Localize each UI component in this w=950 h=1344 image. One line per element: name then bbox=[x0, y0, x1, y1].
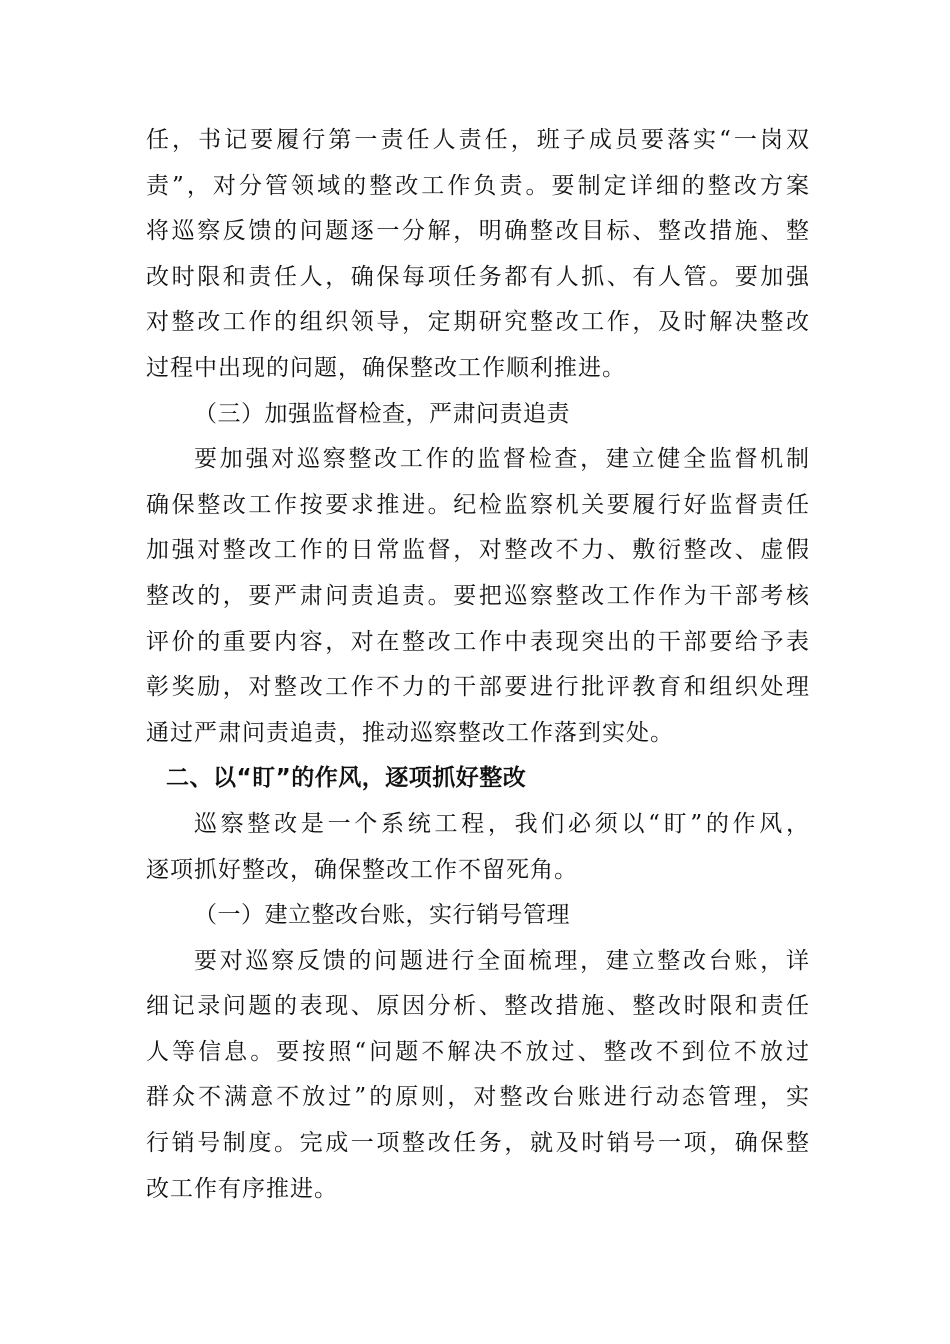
paragraph-line: 逐项抓好整改，确保整改工作不留死角。 bbox=[146, 856, 578, 883]
paragraph-line: 改时限和责任人，确保每项任务都有人抓、有人管。要加强 bbox=[146, 263, 810, 290]
subheading-one: （一）建立整改台账，实行销号管理 bbox=[194, 902, 570, 929]
paragraph-line: 通过严肃问责追责，推动巡察整改工作落到实处。 bbox=[146, 719, 674, 746]
paragraph-line: 过程中出现的问题，确保整改工作顺利推进。 bbox=[146, 354, 626, 381]
subheading-three: （三）加强监督检查，严肃问责追责 bbox=[194, 400, 570, 427]
paragraph-line: 对整改工作的组织领导，定期研究整改工作，及时解决整改 bbox=[146, 309, 810, 336]
paragraph-line: 评价的重要内容，对在整改工作中表现突出的干部要给予表 bbox=[146, 628, 810, 655]
paragraph-line: 彰奖励，对整改工作不力的干部要进行批评教育和组织处理 bbox=[146, 674, 810, 701]
paragraph-line: 要加强对巡察整改工作的监督检查，建立健全监督机制 bbox=[194, 446, 810, 473]
paragraph-line: 巡察整改是一个系统工程，我们必须以“盯”的作风， bbox=[194, 810, 810, 837]
paragraph-line: 改工作有序推进。 bbox=[146, 1175, 338, 1202]
paragraph-line: 责”，对分管领域的整改工作负责。要制定详细的整改方案 bbox=[146, 172, 810, 199]
section-title-two: 二、以“盯”的作风，逐项抓好整改 bbox=[166, 765, 527, 792]
paragraph-line: 整改的，要严肃问责追责。要把巡察整改工作作为干部考核 bbox=[146, 582, 810, 609]
paragraph-line: 行销号制度。完成一项整改任务，就及时销号一项，确保整 bbox=[146, 1130, 810, 1157]
paragraph-line: 群众不满意不放过”的原则，对整改台账进行动态管理，实 bbox=[146, 1084, 810, 1111]
paragraph-line: 确保整改工作按要求推进。纪检监察机关要履行好监督责任 bbox=[146, 491, 810, 518]
paragraph-line: 加强对整改工作的日常监督，对整改不力、敷衍整改、虚假 bbox=[146, 537, 810, 564]
paragraph-line: 人等信息。要按照“问题不解决不放过、整改不到位不放过 bbox=[146, 1038, 810, 1065]
paragraph-line: 细记录问题的表现、原因分析、整改措施、整改时限和责任 bbox=[146, 993, 810, 1020]
paragraph-line: 任，书记要履行第一责任人责任，班子成员要落实“一岗双 bbox=[146, 127, 810, 153]
paragraph-line: 要对巡察反馈的问题进行全面梳理，建立整改台账，详 bbox=[194, 947, 810, 974]
paragraph-line: 将巡察反馈的问题逐一分解，明确整改目标、整改措施、整 bbox=[146, 218, 810, 245]
document-page bbox=[146, 118, 810, 1212]
